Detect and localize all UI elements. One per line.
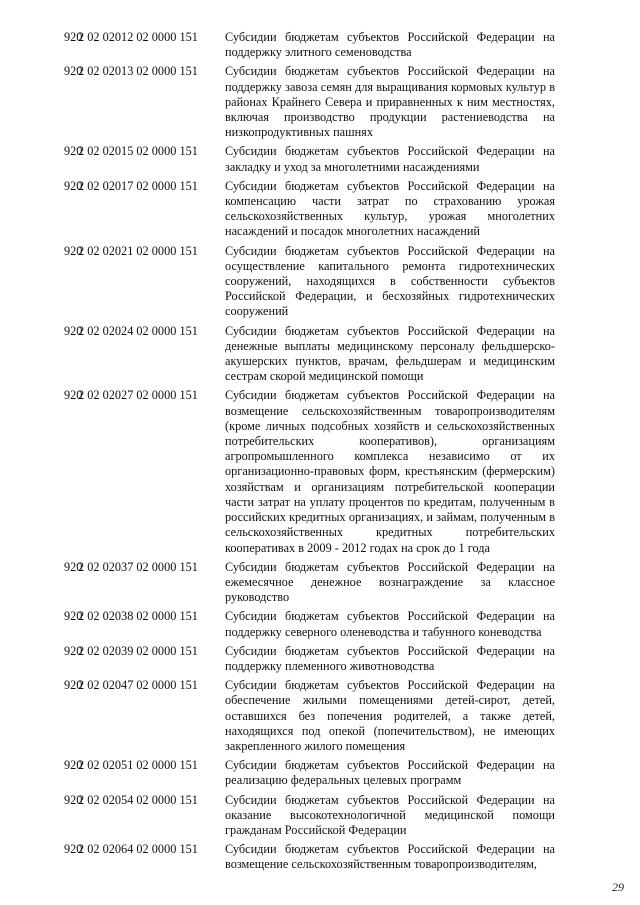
page-number: 29 xyxy=(612,880,624,894)
budget-code-cell: 2 02 02051 02 0000 151 xyxy=(78,758,198,773)
budget-code-cell: 2 02 02038 02 0000 151 xyxy=(78,609,198,624)
description-cell: Субсидии бюджетам субъектов Российской Федерации на поддержку племенного животноводства xyxy=(225,643,555,673)
table-row xyxy=(0,179,640,240)
table-row xyxy=(0,560,640,606)
admin-code-cell: 920 xyxy=(64,643,83,658)
table-row xyxy=(0,64,640,140)
admin-code-cell: 920 xyxy=(64,323,83,338)
description-cell: Субсидии бюджетам субъектов Российской Федерации на обеспечение жилыми помещениями детей-сирот, детей, оставшихся без попечения родителей, а также детей, находящихся под опекой (попечительством), не имеющих закрепленного жилого помещения xyxy=(225,678,555,753)
description-cell: Субсидии бюджетам субъектов Российской Федерации на реализацию федеральных целевых программ xyxy=(225,758,555,788)
budget-code-cell: 2 02 02015 02 0000 151 xyxy=(78,144,198,159)
budget-code-cell: 2 02 02047 02 0000 151 xyxy=(78,678,198,693)
description-cell: Субсидии бюджетам субъектов Российской Федерации на возмещение сельскохозяйственным товаропроизводителям, xyxy=(225,842,555,872)
table-row xyxy=(0,324,640,385)
description-cell: Субсидии бюджетам субъектов Российской Федерации на поддержку завоза семян для выращивания кормовых культур в районах Крайнего Севера и приравненных к ним местностях, включая производство продукции растениеводства на низкопродуктивных пашнях xyxy=(225,64,555,140)
budget-code-cell: 2 02 02012 02 0000 151 xyxy=(78,30,198,44)
table-row xyxy=(0,793,640,839)
description-cell: Субсидии бюджетам субъектов Российской Федерации на ежемесячное денежное вознаграждение за классное руководство xyxy=(225,559,555,605)
table-row xyxy=(0,30,640,60)
table-row xyxy=(0,609,640,639)
admin-code-cell: 920 xyxy=(64,678,83,693)
description-cell: Субсидии бюджетам субъектов Российской Федерации на осуществление капитального ремонта гидротехнических сооружений, находящихся в собственности субъектов Российской Федерации, и бесхозяйных гидротехнических сооружений xyxy=(225,243,555,319)
admin-code-cell: 920 xyxy=(64,144,83,159)
description-cell: Субсидии бюджетам субъектов Российской Федерации на денежные выплаты медицинскому персоналу фельдшерско-акушерских пунктов, врачам, фельдшерам и медицинским сестрам скорой медицинской помощи xyxy=(225,323,555,384)
budget-code-cell: 2 02 02024 02 0000 151 xyxy=(78,323,198,338)
table-row xyxy=(0,758,640,788)
revenue-code-table xyxy=(0,30,640,873)
admin-code-cell: 920 xyxy=(64,30,83,44)
budget-code-cell: 2 02 02037 02 0000 151 xyxy=(78,559,198,574)
budget-code-cell: 2 02 02021 02 0000 151 xyxy=(78,243,198,258)
admin-code-cell: 920 xyxy=(64,792,83,807)
budget-code-cell: 2 02 02054 02 0000 151 xyxy=(78,792,198,807)
admin-code-cell: 920 xyxy=(64,388,83,403)
description-cell: Субсидии бюджетам субъектов Российской Федерации на поддержку северного оленеводства и табунного коневодства xyxy=(225,609,555,639)
admin-code-cell: 920 xyxy=(64,842,83,857)
budget-code-cell: 2 02 02039 02 0000 151 xyxy=(78,643,198,658)
table-row xyxy=(0,842,640,872)
description-cell: Субсидии бюджетам субъектов Российской Федерации на оказание высокотехнологичной медицинской помощи гражданам Российской Федерации xyxy=(225,792,555,837)
admin-code-cell: 920 xyxy=(64,178,83,193)
admin-code-cell: 920 xyxy=(64,609,83,624)
table-row xyxy=(0,644,640,674)
table-row xyxy=(0,244,640,320)
description-cell: Субсидии бюджетам субъектов Российской Федерации на закладку и уход за многолетними насаждениями xyxy=(225,144,555,174)
budget-code-cell: 2 02 02013 02 0000 151 xyxy=(78,64,198,79)
budget-code-cell: 2 02 02064 02 0000 151 xyxy=(78,842,198,857)
budget-code-cell: 2 02 02017 02 0000 151 xyxy=(78,178,198,193)
admin-code-cell: 920 xyxy=(64,64,83,79)
description-cell: Субсидии бюджетам субъектов Российской Федерации на компенсацию части затрат по страхованию урожая сельскохозяйственных культур, урожая многолетних насаждений и посадок многолетних насаждений xyxy=(225,178,555,239)
admin-code-cell: 920 xyxy=(64,243,83,258)
admin-code-cell: 920 xyxy=(64,559,83,574)
table-row xyxy=(0,678,640,754)
admin-code-cell: 920 xyxy=(64,758,83,773)
budget-code-cell: 2 02 02027 02 0000 151 xyxy=(78,388,198,403)
description-cell: Субсидии бюджетам субъектов Российской Федерации на возмещение сельскохозяйственным товаропроизводителям (кроме личных подсобных хозяйств и сельскохозяйственных потребительских кооперативов), организациям агропромышленного комплекса независимо от их организационно-правовых форм, крестьянским (фермерским) хозяйствам и организациям потребительской кооперации части затрат на уплату процентов по кредитам, полученным в российских кредитных организациях, и займам, полученным в сельскохозяйственных кредитных потребительских кооперативах в 2009 - 2012 годах на срок до 1 года xyxy=(225,388,555,555)
table-row xyxy=(0,144,640,174)
table-row xyxy=(0,388,640,555)
description-cell: Субсидии бюджетам субъектов Российской Федерации на поддержку элитного семеноводства xyxy=(225,30,555,60)
